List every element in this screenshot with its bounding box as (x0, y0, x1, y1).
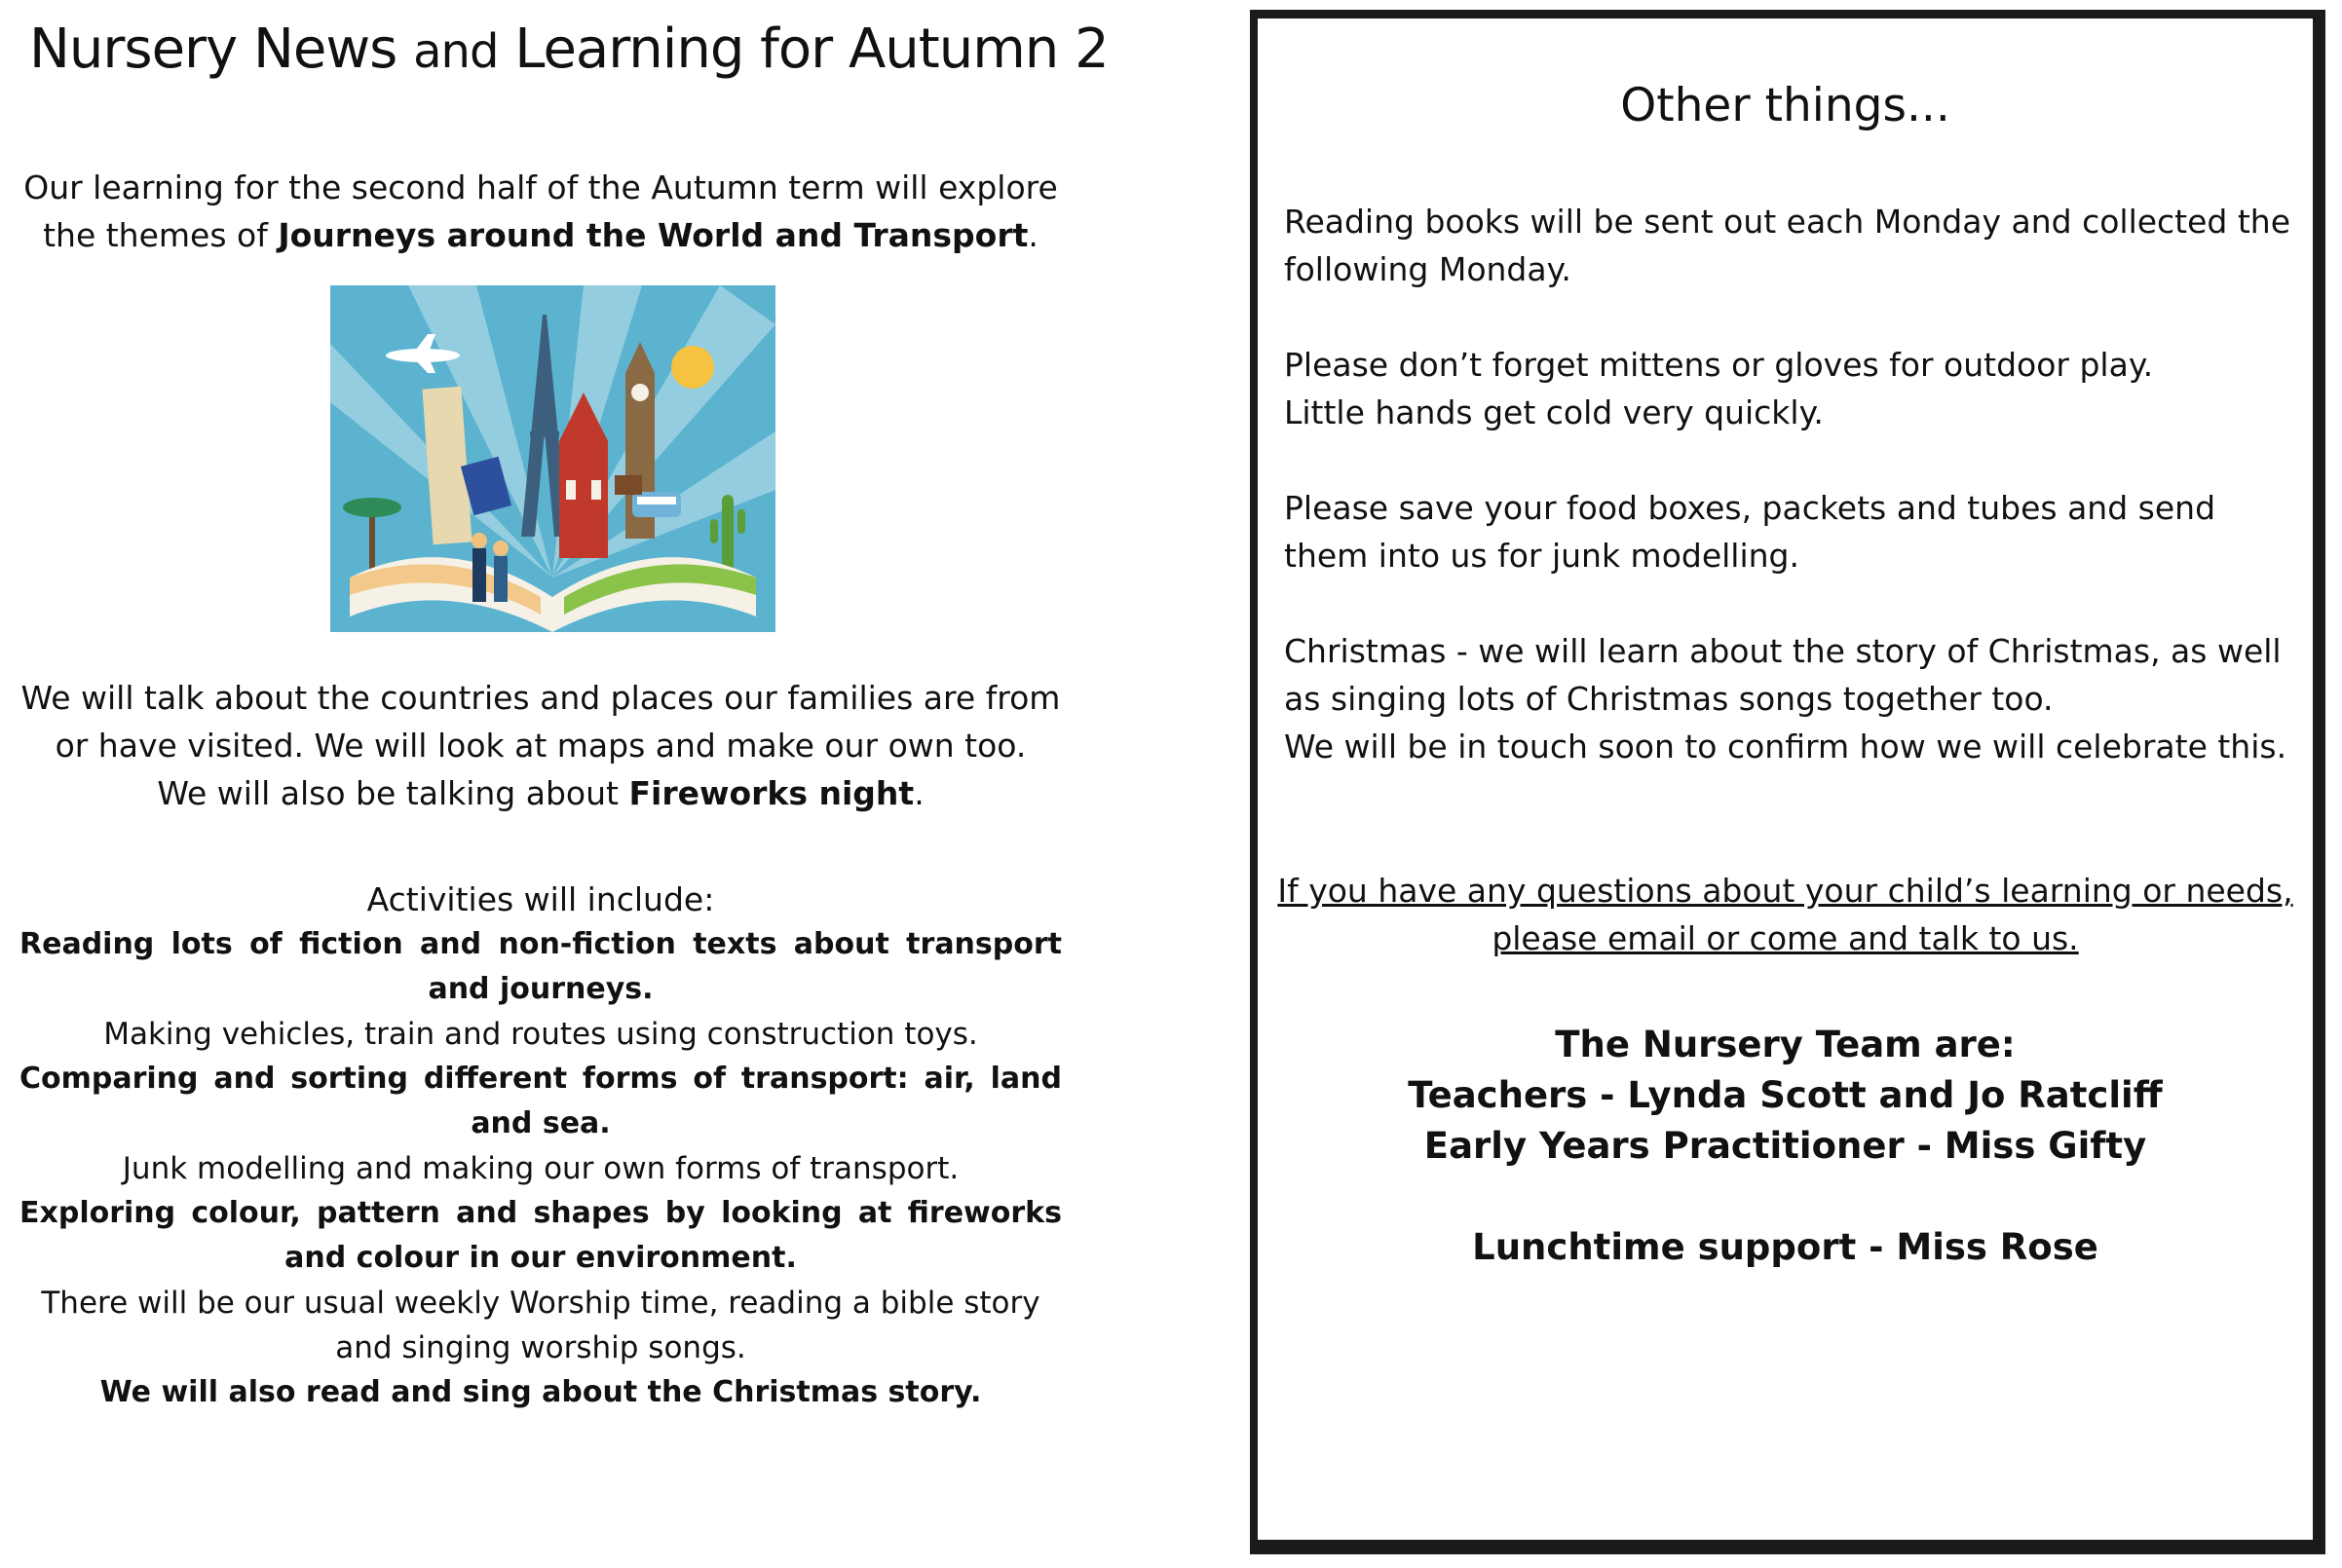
contact-note (1258, 867, 2313, 962)
intro-theme: Journeys around the World and Transport (278, 216, 1029, 254)
lunchtime-support: Lunchtime support - Miss Rose (1472, 1226, 2098, 1268)
mittens-paragraph (1284, 341, 2307, 436)
suitcase-icon (615, 475, 642, 495)
team-teachers: Teachers - Lynda Scott and Jo Ratcliff (1408, 1074, 2163, 1116)
contact-line-2: please email or come and talk to us. (1492, 919, 2079, 957)
christmas-line-1: Christmas - we will learn about the story of Christmas, as well as singing lots of Christmas songs together too. (1284, 632, 2282, 718)
contact-line-1: If you have any questions about your child’s learning or needs, (1277, 872, 2293, 910)
activity-item: Comparing and sorting different forms of transport: air, land and sea. (19, 1062, 1062, 1140)
activity-item: Reading lots of fiction and non-fiction texts about transport and journeys. (19, 927, 1062, 1006)
activity-item: Making vehicles, train and routes using construction toys. (103, 1017, 978, 1052)
reading-books-text: Reading books will be sent out each Monday and collected the following Monday. (1284, 203, 2291, 288)
talk-line-1: We will talk about the countries and places our families are from or have visited. We will look at maps and make our own too. (20, 679, 1061, 765)
journeys-illustration (330, 285, 775, 632)
title-and: and (413, 24, 499, 79)
mittens-line-1: Please don’t forget mittens or gloves for outdoor play. (1284, 346, 2154, 384)
other-things-title: Other things... (1620, 79, 1950, 132)
mittens-line-2: Little hands get cold very quickly. (1284, 393, 1824, 431)
page-title (29, 18, 1109, 81)
intro-end: . (1028, 216, 1039, 254)
junk-modelling-text: Please save your food boxes, packets and tubes and send them into us for junk modelling. (1284, 489, 2216, 575)
activities-heading: Activities will include: (366, 880, 715, 918)
bus-icon (632, 492, 681, 517)
junk-modelling-paragraph (1284, 484, 2307, 579)
other-things-panel (1250, 10, 2325, 1554)
christmas-line-2: We will be in touch soon to confirm how we will celebrate this. (1284, 728, 2287, 765)
activity-item: Exploring colour, pattern and shapes by looking at fireworks and colour in our environment. (19, 1196, 1062, 1275)
left-column (0, 0, 1109, 1568)
team-practitioner: Early Years Practitioner - Miss Gifty (1423, 1125, 2147, 1167)
nursery-team (1258, 1020, 2313, 1172)
intro-paragraph (19, 164, 1062, 259)
talk-line-2-end: . (914, 774, 925, 812)
sun-icon (671, 346, 714, 389)
title-part-1: Nursery News (29, 18, 397, 81)
talk-paragraph (19, 674, 1062, 817)
activities-list (19, 922, 1062, 1415)
christmas-paragraph (1284, 627, 2307, 770)
intro-text: Our learning for the second half of the Autumn term will explore the themes of (23, 168, 1058, 254)
title-part-2: Learning for Autumn 2 (514, 18, 1109, 81)
reading-books-paragraph (1284, 198, 2307, 293)
activity-item: There will be our usual weekly Worship time, reading a bible story and singing worship songs. (41, 1286, 1040, 1365)
team-heading: The Nursery Team are: (1555, 1024, 2016, 1065)
activity-item: We will also read and sing about the Christmas story. (99, 1375, 982, 1409)
fireworks-night: Fireworks night (628, 774, 915, 812)
talk-line-2: We will also be talking about (157, 774, 619, 812)
activity-item: Junk modelling and making our own forms of transport. (122, 1151, 960, 1186)
